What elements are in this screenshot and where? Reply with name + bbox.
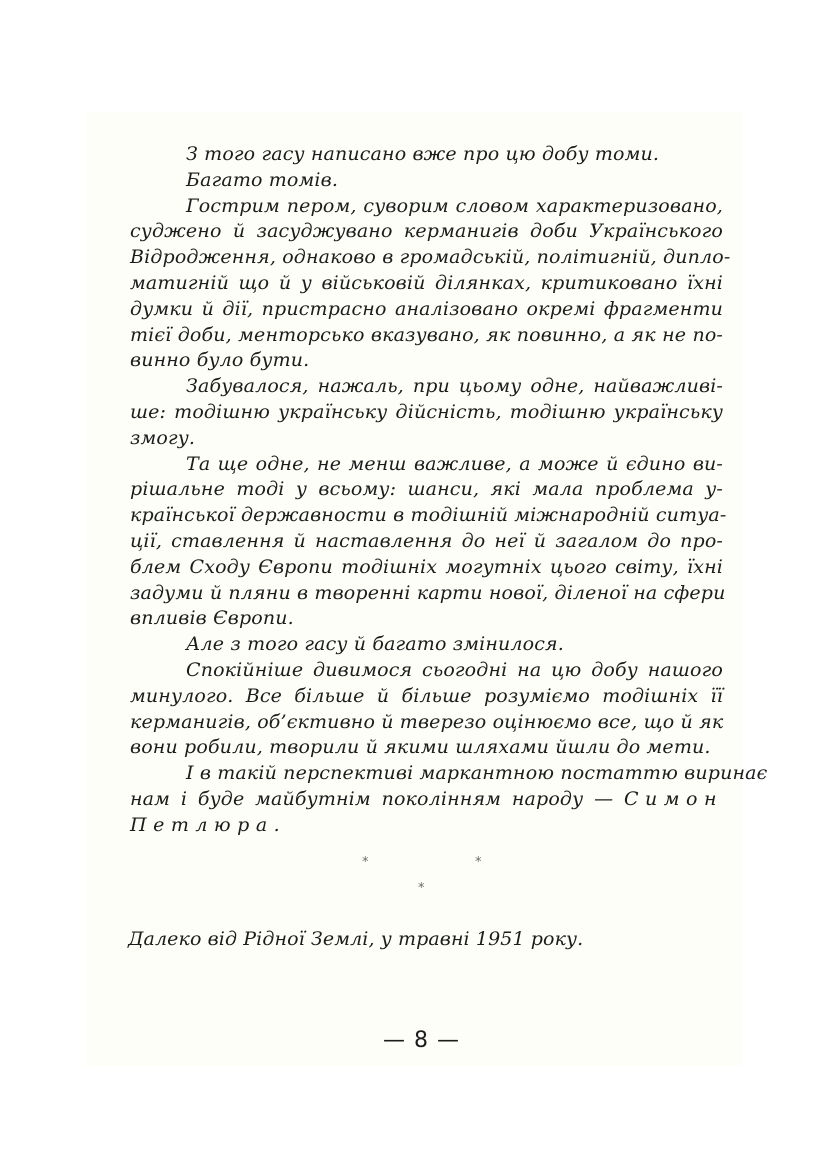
text-line-content: матигній що й у військовій ділянках, критиковано їхні: [130, 271, 723, 294]
text-line-content: Відродження, однаково в громадській, політигній, дипло-: [130, 246, 731, 269]
text-line-content: тієї доби, менторсько вказувано, як повинно, а як не по-: [130, 323, 723, 346]
text-line-content: змогу.: [130, 426, 196, 449]
text-line-content: [130, 813, 723, 839]
paragraph: [130, 194, 731, 375]
paragraph: [130, 142, 723, 168]
text-line-content: ції, ставлення й наставлення до неї й загалом до про-: [130, 529, 723, 552]
text-line: [130, 452, 723, 478]
asterism-star-left: *: [362, 855, 369, 870]
text-line: [130, 297, 723, 323]
text-line: [130, 658, 723, 684]
text-line: [130, 323, 723, 349]
text-line: [130, 271, 723, 297]
text-line: [130, 813, 723, 839]
text-line: [130, 761, 768, 787]
text-line: [130, 529, 723, 555]
text-line: [130, 348, 723, 374]
asterism-star-bottom: *: [418, 881, 425, 896]
text-line: [130, 581, 726, 607]
text-line-content: І в такій перспективі маркантною постаттю виринає: [186, 762, 768, 785]
page-number: — 8 —: [383, 1028, 460, 1053]
text-line: [130, 477, 723, 503]
text-line: [130, 787, 723, 813]
asterism-star-right: *: [475, 855, 482, 870]
text-line-content: Багато томів.: [186, 168, 339, 191]
paragraph: [130, 632, 723, 658]
text-line-content: думки й дії, пристрасно аналізовано окремі фрагменти: [130, 297, 723, 320]
text-line-content: минулого. Все більше й більше розуміємо тодішніх її: [130, 684, 723, 707]
text-line: [130, 555, 723, 581]
text-line-content: задуми й пляни в творенні карти нової, діленої на сфери: [130, 581, 726, 604]
paragraph: [130, 761, 768, 838]
text-line-content: рішальне тоді у всьому: шанси, які мала проблема у-: [130, 478, 723, 501]
emphasized-name: Петлюра.: [130, 813, 287, 836]
body-text: [130, 142, 768, 839]
text-line-content: вони робили, творили й якими шляхами йшли до мети.: [130, 736, 711, 759]
text-line: [130, 142, 723, 168]
text-line-content: впливів Європи.: [130, 607, 294, 630]
paragraph: [130, 658, 723, 761]
text-line: [130, 400, 723, 426]
text-line: [130, 632, 723, 658]
text-line: [130, 735, 723, 761]
text-line: [130, 168, 723, 194]
signoff-place-date: Далеко від Рідної Землі, у травні 1951 року.: [128, 928, 584, 950]
paragraph: [130, 452, 727, 633]
text-line-content: нам і буде майбутнім поколінням народу — Симон: [130, 787, 723, 810]
text-line: [130, 426, 723, 452]
text-line-content: З того гасу написано вже про цю добу томи.: [186, 143, 660, 165]
text-line: [130, 503, 727, 529]
text-line-content: Забувалося, нажаль, при цьому одне, найважливі-: [186, 375, 723, 398]
text-line: [130, 219, 723, 245]
text-line-content: Спокійніше дивимося сьогодні на цю добу нашого: [186, 658, 723, 681]
text-line: [130, 194, 723, 220]
text-line-content: Гострим пером, суворим словом характеризовано,: [186, 194, 723, 217]
text-line: [130, 684, 723, 710]
text-line-content: Та ще одне, не менш важливе, а може й єдино ви-: [186, 452, 723, 475]
text-line-content: ше: тодішню українську дійсність, тодішню українську: [130, 400, 723, 423]
text-line-content: винно було бути.: [130, 349, 310, 372]
text-line: [130, 606, 723, 632]
paragraph: [130, 168, 723, 194]
text-line: [130, 710, 723, 736]
text-line-content: керманигів, об’єктивно й тверезо оцінюємо все, що й як: [130, 710, 724, 733]
paragraph: [130, 374, 723, 451]
emphasized-name: Симон: [624, 787, 723, 810]
text-line-content: Але з того гасу й багато змінилося.: [186, 633, 564, 656]
text-line: [130, 245, 731, 271]
text-line-content: країнської державности в тодішній міжнародній ситуа-: [130, 504, 727, 527]
text-line: [130, 374, 723, 400]
text-line-content: суджено й засуджувано керманигів доби Українського: [130, 220, 723, 243]
text-line-content: блем Сходу Європи тодішніх могутніх цього світу, їхні: [130, 555, 723, 578]
